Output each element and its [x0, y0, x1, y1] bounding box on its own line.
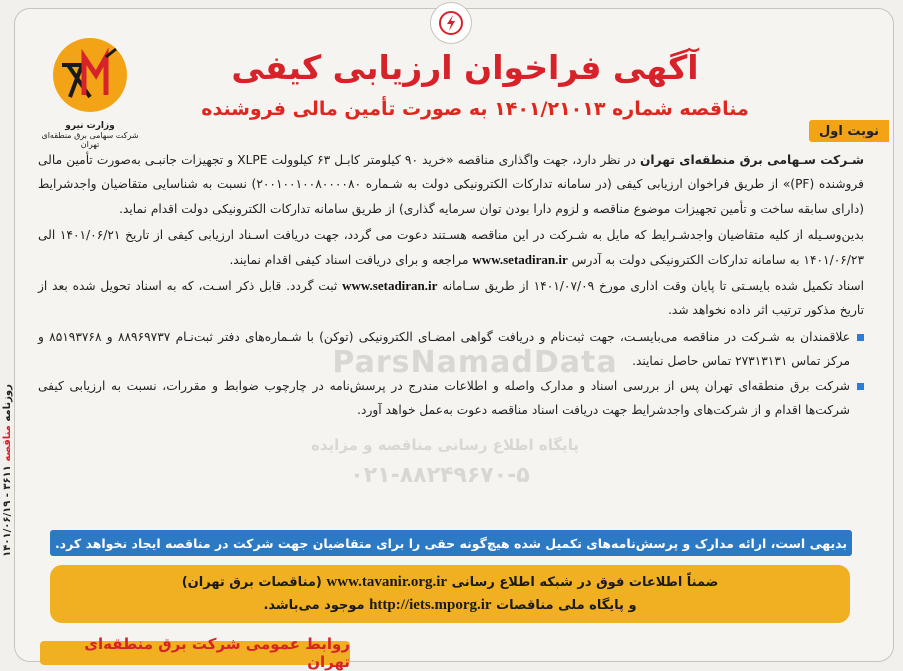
page-title: آگهی فراخوان ارزیابی کیفی	[231, 48, 699, 87]
iets-link[interactable]: http://iets.mporg.ir	[369, 597, 492, 613]
bullet-icon	[857, 334, 864, 341]
info-box	[50, 565, 850, 623]
watermark-phone: ۰۲۱-۸۸۲۴۹۶۷۰-۵	[350, 463, 530, 488]
tavanir-link[interactable]: www.tavanir.org.ir	[326, 574, 448, 590]
list-item: علاقمندان به شـرکت در مناقصه می‌بایسـت، جهت ثبت‌نام و دریافت گواهی امضـای الکترونیکی (توکن) با شـماره‌های دفتر ثبت‌نـام ۸۸۹۶۹۷۳۷ و ۸۵۱۹۳۷۶۸ و مرکز تماس ۲۷۳۱۳۱۳۱ تماس حاصل نمایند.	[38, 325, 864, 374]
side-paper: روزنامه	[1, 383, 13, 422]
side-publication-strip	[0, 360, 14, 580]
company-logo	[40, 35, 140, 150]
watermark-tagline: پایگاه اطلاع رسانی مناقصه و مزایده	[311, 436, 579, 454]
paragraph-invitation: بدین‌وسـیله از کلیه متقاضیان واجدشـرایط که مایل به شـرکت در این مناقصه هسـتند دعوت می گردد، جهت دریافت اسـناد ارزیابی کیفی از تاریخ ۱۴۰۱/۰۶/۲۱ الی ۱۴۰۱/۰۶/۲۳ به سامانه تدارکات الکترونیکی دولت به آدرس www.setadiran.ir مراجعه و برای دریافت اسناد کیفی اقدام نمایند.	[38, 228, 865, 267]
company-name: شـرکت سـهامی برق منطقه‌ای تهران	[640, 153, 865, 167]
bullet-icon	[857, 383, 864, 390]
info-line-2: و پایگاه ملی مناقصات http://iets.mporg.ir موجود می‌باشد.	[263, 597, 637, 613]
paragraph-intro: شـرکت سـهامی برق منطقه‌ای تهران در نظر دارد، جهت واگذاری مناقصه «خرید ۹۰ کیلومتر کابـل ۶۳ کیلوولت XLPE و تجهیزات جانبـی به‌صورت تأمین مالی فروشنده (PF)» از طریق فراخوان ارزیابی کیفی (در سامانه تدارکات الکترونیکی دولت به شـماره ۲۰۰۱۰۰۱۰۰۸۰۰۰۰۸۰) نسبت به شناسایی متقاضیان واجدشرایط (دارای سابقه ساخت و تأمین تجهیزات موضوع مناقصه و لزوم دارا بودن توان سرمایه گذاری) از طریق سامانه تدارکات الکترونیکی دولت اقدام نماید.	[38, 153, 865, 216]
footer-public-relations: روابط عمومی شرکت برق منطقه‌ای تهران	[40, 641, 350, 665]
notice-band: بدیهی است، ارائه مدارک و پرسش‌نامه‌های تکمیل شده هیچ‌گونه حقی را برای متقاضیان جهت شرکت در مناقصه ایجاد نخواهد کرد.	[50, 530, 852, 556]
round-badge: نوبت اول	[809, 120, 889, 142]
setadiran-link[interactable]: www.setadiran.ir	[472, 251, 568, 267]
tender-subtitle: مناقصه شماره ۱۴۰۱/۲۱۰۱۳ به صورت تأمین مالی فروشنده	[201, 98, 749, 120]
side-pub: مناقصه	[1, 424, 13, 462]
list-item: شرکت برق منطقه‌ای تهران پس از بررسی اسناد و مدارک واصله و اطلاعات مندرج در پرسش‌نامه در چارچوب ضوابط و مقررات، نسبت به ارزیابی کیفی شرکت‌ها اقدام و از شرکت‌های واجدشرایط جهت دریافت اسناد مناقصه دعوت به‌عمل خواهد آورد.	[38, 374, 864, 423]
logo-company-text: شرکت سهامی برق منطقه‌ای تهران	[41, 131, 139, 149]
emblem-icon	[430, 2, 472, 44]
info-line-1: ضمناً اطلاعات فوق در شبکه اطلاع رسانی www.tavanir.org.ir (مناقصات برق تهران)	[181, 574, 719, 590]
paragraph-deadline: اسناد تکمیل شده بایسـتی تا پایان وقت اداری مورخ ۱۴۰۱/۰۷/۰۹ از طریق سـامانه www.setadiran.ir ثبت گردد. قابل ذکر اسـت، که به اسناد تحویل شده بعد از تاریخ مذکور ترتیب اثر داده نخواهد شد.	[38, 278, 864, 318]
setadiran-link-2[interactable]: www.setadiran.ir	[342, 278, 438, 294]
logo-ministry-text: وزارت نیرو	[65, 121, 115, 131]
side-ref: ۳۶۱۱ - ۱۴۰۱/۰۶/۱۹	[1, 464, 13, 557]
notice-body	[38, 148, 864, 422]
watermark-text: ParsNamadData	[332, 345, 618, 380]
logo-icon	[50, 35, 130, 115]
